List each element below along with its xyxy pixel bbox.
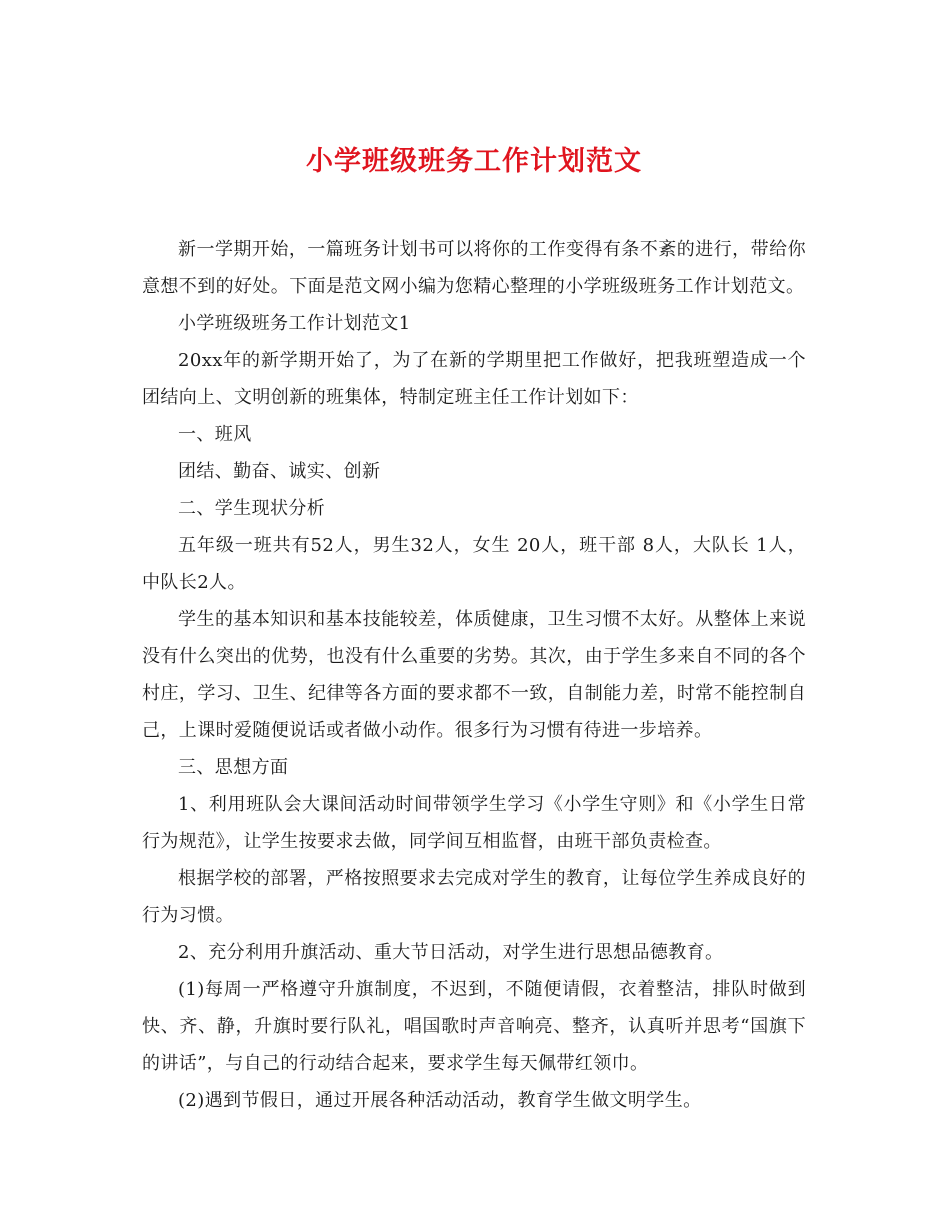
paragraph: (2)遇到节假日，通过开展各种活动活动，教育学生做文明学生。: [178, 1090, 702, 1111]
document-title: 小学班级班务工作计划范文: [306, 146, 642, 177]
section-heading: 一、班风: [178, 424, 252, 445]
paragraph: 1、利用班队会大课间活动时间带领学生学习《小学生守则》和《小学生日常行为规范》，让学生按要求去做，同学间互相监督，由班干部负责检查。: [142, 794, 806, 852]
paragraph: 五年级一班共有52人，男生32人，女生 20人，班干部 8人，大队长 1人，中队长2人。: [142, 535, 806, 593]
paragraph: 根据学校的部署，严格按照要求去完成对学生的教育，让每位学生养成良好的行为习惯。: [142, 868, 806, 926]
paragraph: 团结、勤奋、诚实、创新: [178, 461, 381, 482]
document-body: [142, 231, 806, 1119]
paragraph: 2、充分利用升旗活动、重大节日活动，对学生进行思想品德教育。: [178, 942, 724, 963]
paragraph-intro: 新一学期开始，一篇班务计划书可以将你的工作变得有条不紊的进行，带给你意想不到的好处。下面是范文网小编为您精心整理的小学班级班务工作计划范文。: [142, 239, 806, 297]
paragraph-subtitle: 小学班级班务工作计划范文1: [178, 313, 411, 334]
paragraph: 学生的基本知识和基本技能较差，体质健康，卫生习惯不太好。从整体上来说没有什么突出的优势，也没有什么重要的劣势。其次，由于学生多来自不同的各个村庄，学习、卫生、纪律等各方面的要求都不一致，自制能力差，时常不能控制自己，上课时爱随便说话或者做小动作。很多行为习惯有待进一步培养。: [142, 609, 806, 741]
paragraph: (1)每周一严格遵守升旗制度，不迟到，不随便请假，衣着整洁，排队时做到快、齐、静，升旗时要行队礼，唱国歌时声音响亮、整齐，认真听并思考“国旗下的讲话”，与自己的行动结合起来，要求学生每天佩带红领巾。: [142, 979, 806, 1074]
paragraph: 20xx年的新学期开始了，为了在新的学期里把工作做好，把我班塑造成一个团结向上、文明创新的班集体，特制定班主任工作计划如下：: [142, 350, 806, 408]
section-heading: 二、学生现状分析: [178, 498, 326, 519]
section-heading: 三、思想方面: [178, 757, 289, 778]
